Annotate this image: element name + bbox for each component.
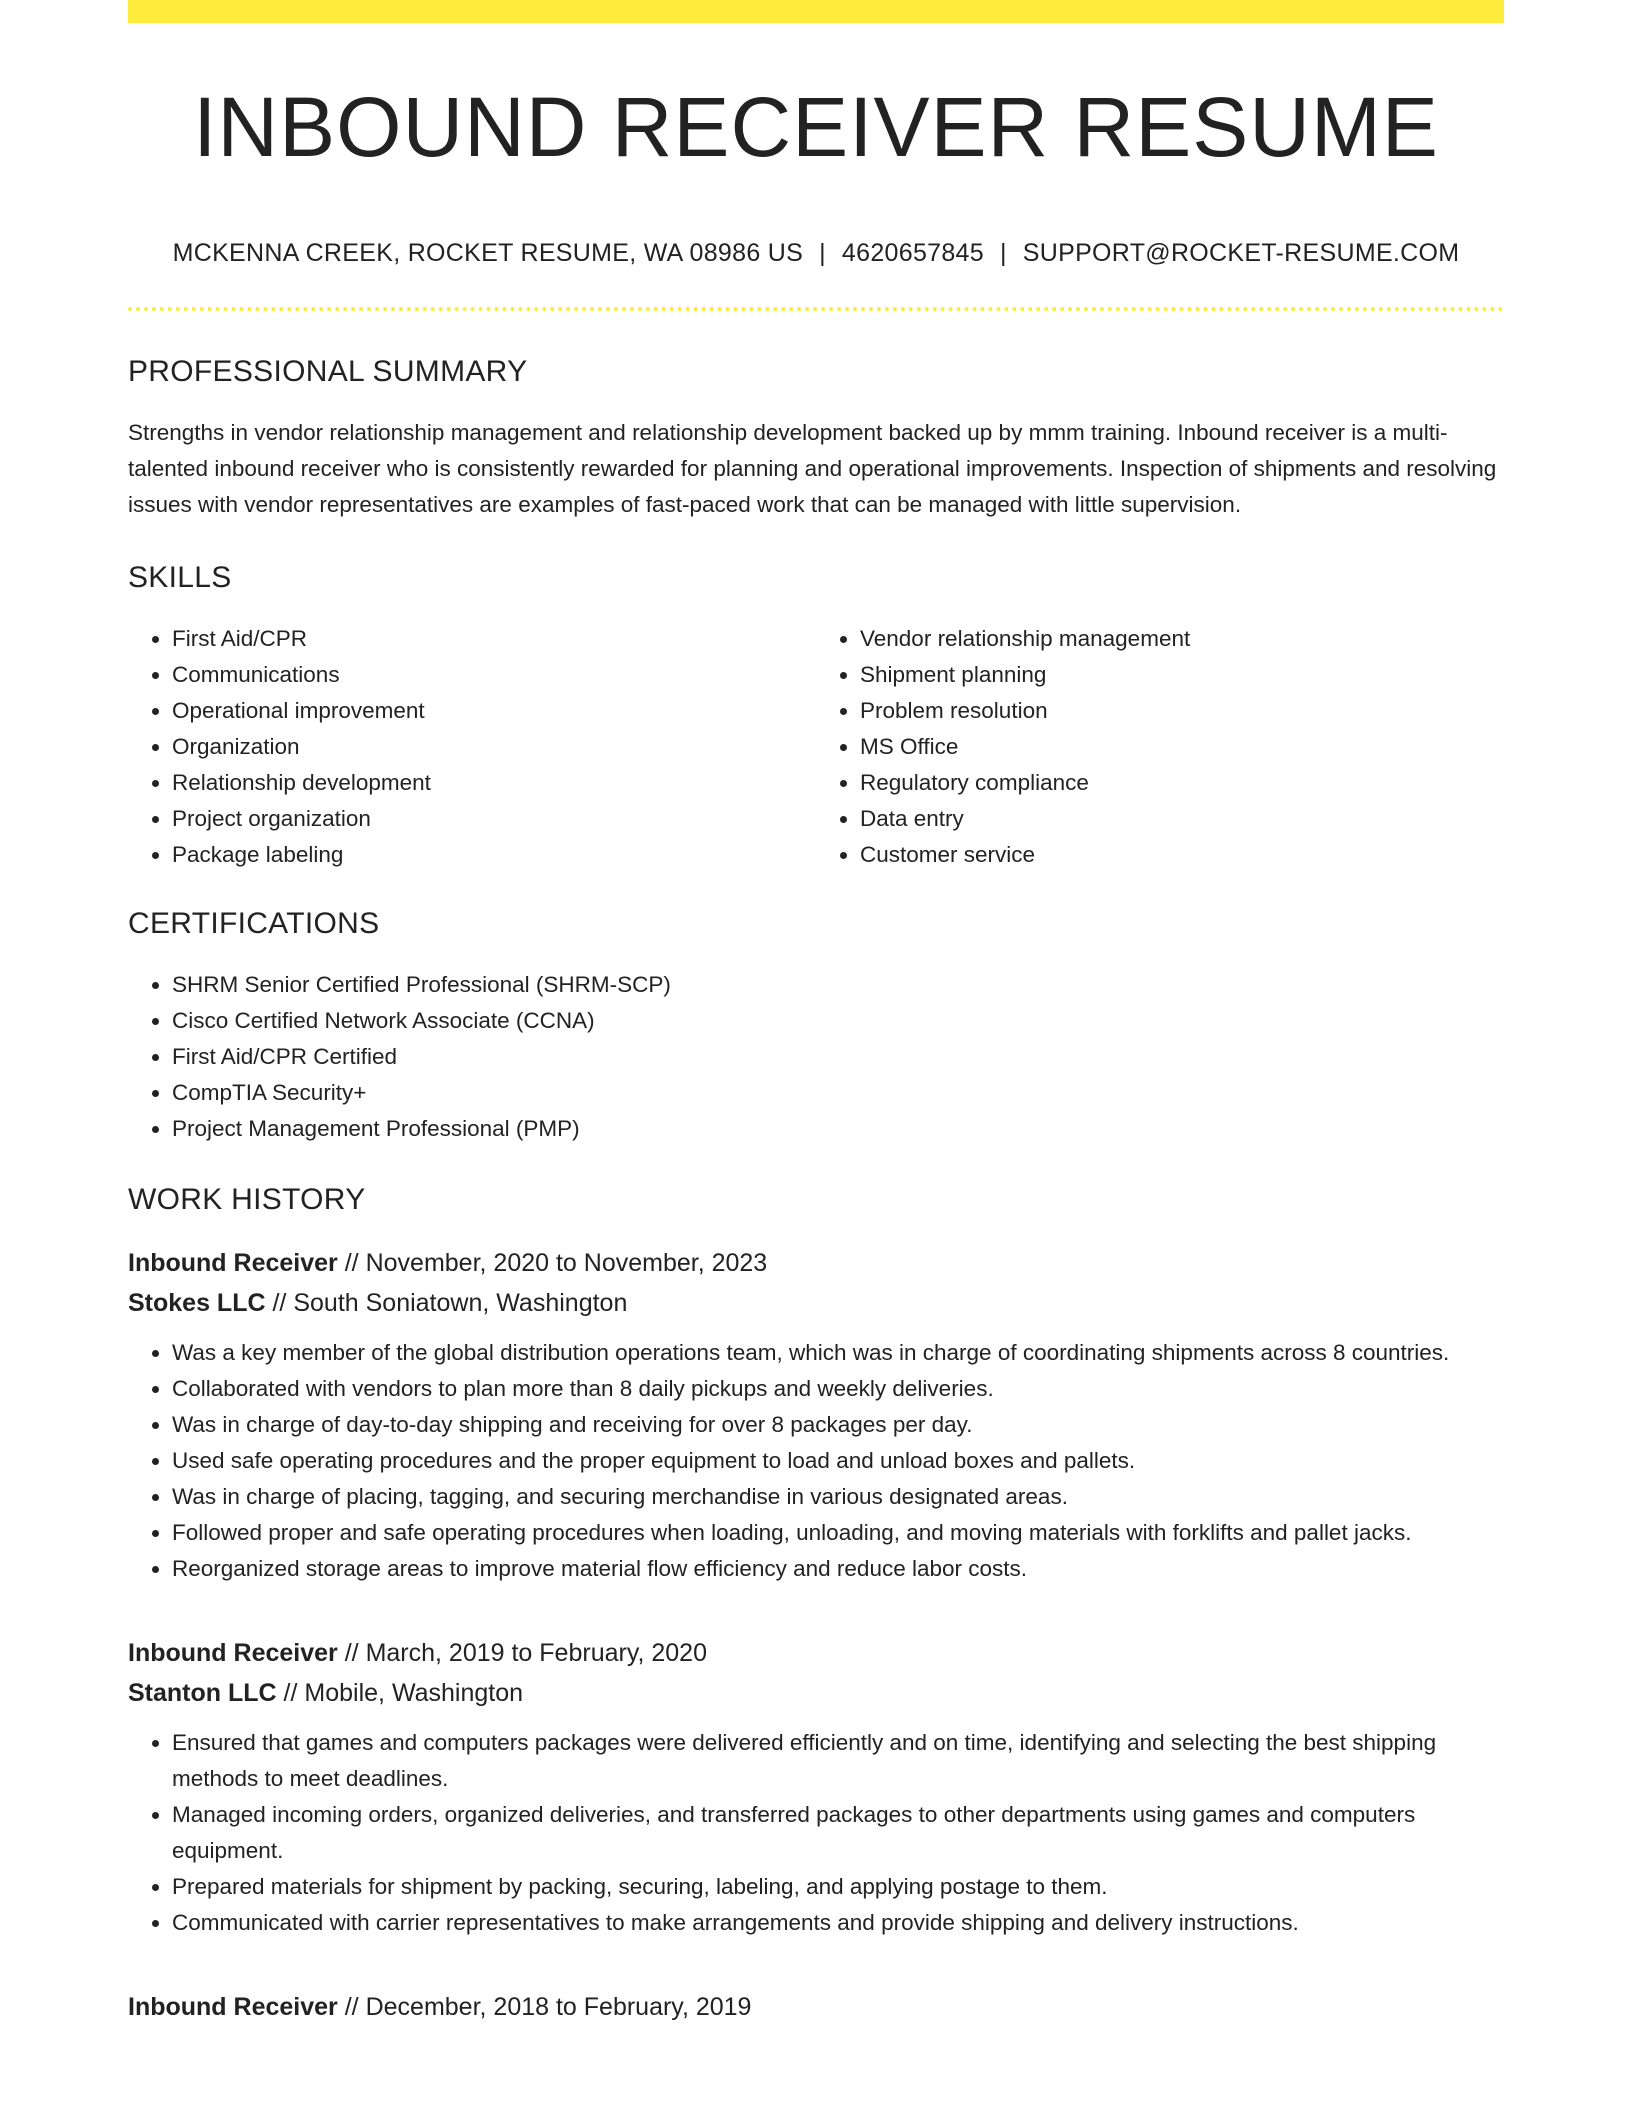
skills-columns <box>128 621 1504 873</box>
contact-phone: 4620657845 <box>841 239 984 267</box>
job-bullet: • Was a key member of the global distribution operations team, which was in charge of coordinating shipments across 8 countries. <box>172 1335 1504 1371</box>
certifications-list <box>128 967 1504 1147</box>
job-dates: November, 2020 to November, 2023 <box>365 1249 768 1277</box>
job-company-line <box>128 1673 1504 1713</box>
job-bullet: • Used safe operating procedures and the proper equipment to load and unload boxes and pallets. <box>172 1443 1504 1479</box>
job-bullet: • Was in charge of placing, tagging, and securing merchandise in various designated areas. <box>172 1479 1504 1515</box>
job-separator: // <box>344 1639 359 1667</box>
skill-item: • Project organization <box>172 801 816 837</box>
skill-item: • First Aid/CPR <box>172 621 816 657</box>
summary-text: Strengths in vendor relationship management and relationship development backed up by mmm training. Inbound receiver is a multi-talented inbound receiver who is consistently rewarded for planning and operational improvements. Inspection of shipments and resolving issues with vendor representatives are examples of fast-paced work that can be managed with little supervision. <box>128 420 1497 517</box>
skills-list-left <box>128 621 816 873</box>
skill-item: • Communications <box>172 657 816 693</box>
job-entry <box>128 1987 1504 2027</box>
job-bullets <box>128 1725 1504 1941</box>
skill-item: • Package labeling <box>172 837 816 873</box>
job-role-line <box>128 1633 1504 1673</box>
job-role: Inbound Receiver <box>128 1639 338 1667</box>
dotted-divider <box>128 307 1504 311</box>
skill-item: • Organization <box>172 729 816 765</box>
skill-item: • Shipment planning <box>860 657 1504 693</box>
job-bullet: • Reorganized storage areas to improve material flow efficiency and reduce labor costs. <box>172 1551 1504 1587</box>
job-location: Mobile, Washington <box>304 1679 524 1707</box>
job-role-line <box>128 1243 1504 1283</box>
skill-item: • Regulatory compliance <box>860 765 1504 801</box>
job-company: Stanton LLC <box>128 1679 277 1707</box>
skill-item: • Data entry <box>860 801 1504 837</box>
job-bullet: • Was in charge of day-to-day shipping and receiving for over 8 packages per day. <box>172 1407 1504 1443</box>
work-history-heading: WORK HISTORY <box>128 1183 366 1216</box>
certification-item: • SHRM Senior Certified Professional (SHRM-SCP) <box>172 967 1504 1003</box>
certification-item: • Project Management Professional (PMP) <box>172 1111 1504 1147</box>
contact-separator: | <box>999 239 1007 267</box>
certification-item: • First Aid/CPR Certified <box>172 1039 1504 1075</box>
skill-item: • Vendor relationship management <box>860 621 1504 657</box>
skill-item: • Problem resolution <box>860 693 1504 729</box>
job-dates: March, 2019 to February, 2020 <box>365 1639 707 1667</box>
job-role-line <box>128 1987 1504 2027</box>
job-bullet: • Communicated with carrier representatives to make arrangements and provide shipping and delivery instructions. <box>172 1905 1504 1941</box>
job-bullet: • Prepared materials for shipment by packing, securing, labeling, and applying postage to them. <box>172 1869 1504 1905</box>
job-bullet: • Ensured that games and computers packages were delivered efficiently and on time, identifying and selecting the best shipping methods to meet deadlines. <box>172 1725 1504 1797</box>
skill-item: • Customer service <box>860 837 1504 873</box>
job-company-line <box>128 1283 1504 1323</box>
job-entry <box>128 1243 1504 1587</box>
job-bullet: • Collaborated with vendors to plan more than 8 daily pickups and weekly deliveries. <box>172 1371 1504 1407</box>
skills-heading: SKILLS <box>128 561 232 594</box>
job-separator: // <box>283 1679 298 1707</box>
job-bullet: • Followed proper and safe operating procedures when loading, unloading, and moving materials with forklifts and pallet jacks. <box>172 1515 1504 1551</box>
job-company: Stokes LLC <box>128 1289 266 1317</box>
job-bullet: • Managed incoming orders, organized deliveries, and transferred packages to other departments using games and computers equipment. <box>172 1797 1504 1869</box>
skill-item: • Operational improvement <box>172 693 816 729</box>
job-separator: // <box>344 1249 359 1277</box>
contact-address: MCKENNA CREEK, ROCKET RESUME, WA 08986 US <box>172 239 804 267</box>
job-role: Inbound Receiver <box>128 1249 338 1277</box>
job-separator: // <box>272 1289 287 1317</box>
job-separator: // <box>344 1993 359 2021</box>
certification-item: • Cisco Certified Network Associate (CCNA) <box>172 1003 1504 1039</box>
contact-email[interactable]: SUPPORT@ROCKET-RESUME.COM <box>1022 239 1460 267</box>
skill-item: • Relationship development <box>172 765 816 801</box>
skills-list-right <box>816 621 1504 873</box>
contact-line <box>128 239 1504 268</box>
job-bullets <box>128 1335 1504 1587</box>
skill-item: • MS Office <box>860 729 1504 765</box>
job-entry <box>128 1633 1504 1941</box>
job-location: South Soniatown, Washington <box>293 1289 628 1317</box>
contact-separator: | <box>819 239 826 267</box>
page-title: INBOUND RECEIVER RESUME <box>193 80 1439 174</box>
job-role: Inbound Receiver <box>128 1993 338 2021</box>
certifications-heading: CERTIFICATIONS <box>128 907 380 940</box>
job-dates: December, 2018 to February, 2019 <box>365 1993 752 2021</box>
certification-item: • CompTIA Security+ <box>172 1075 1504 1111</box>
summary-heading: PROFESSIONAL SUMMARY <box>128 355 528 388</box>
resume-page <box>128 0 1504 2027</box>
top-accent-bar <box>128 0 1504 23</box>
